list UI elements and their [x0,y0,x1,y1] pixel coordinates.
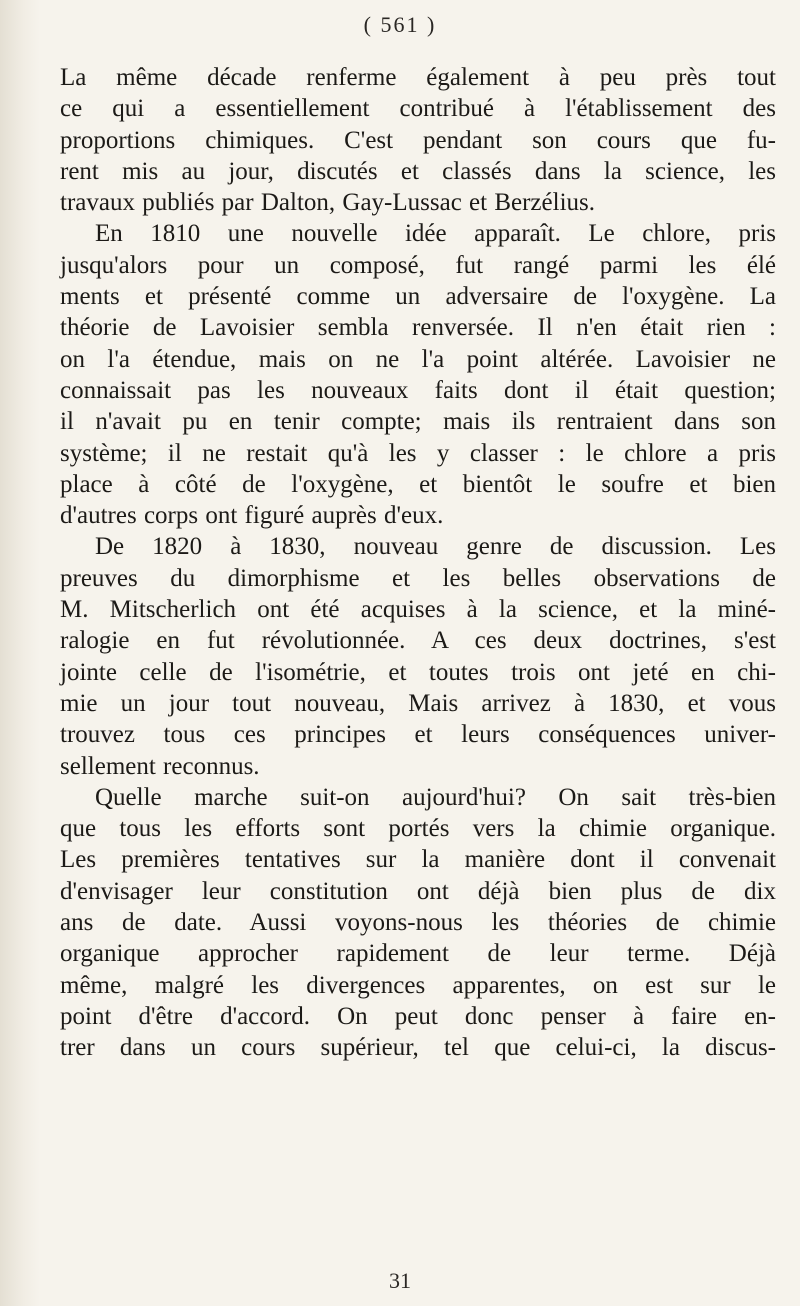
text-line: jointe celle de l'isométrie, et toutes trois ont jeté en chi- [60,658,776,686]
text-line: preuves du dimorphisme et les belles observations de [60,564,776,592]
text-line: place à côté de l'oxygène, et bientôt le soufre et bien [60,470,776,498]
text-line: Les premières tentatives sur la manière dont il convenait [60,846,776,874]
text-line: connaissait pas les nouveaux faits dont il était question; [60,376,776,404]
text-line: il n'avait pu en tenir compte; mais ils rentraient dans son [60,408,776,436]
signature-mark: 31 [389,1268,411,1293]
text-line: que tous les efforts sont portés vers la chimie organique. [60,815,776,843]
body-text [60,62,776,1064]
text-line: De 1820 à 1830, nouveau genre de discussion. Les [95,533,776,561]
text-line: Quelle marche suit-on aujourd'hui? On sait très-bien [95,783,776,811]
text-line: théorie de Lavoisier sembla renversée. Il n'en était rien : [60,314,776,342]
text-line: proportions chimiques. C'est pendant son cours que fu- [60,126,776,154]
text-line: sellement reconnus. [60,752,260,780]
text-line: on l'a étendue, mais on ne l'a point altérée. Lavoisier ne [60,345,776,373]
text-line: rent mis au jour, discutés et classés dans la science, les [60,157,776,185]
text-line: jusqu'alors pour un composé, fut rangé parmi les élé [60,251,776,279]
binding-gutter [0,0,40,1306]
text-line: ans de date. Aussi voyons-nous les théories de chimie [60,909,776,937]
text-line: trer dans un cours supérieur, tel que celui-ci, la discus- [60,1034,776,1062]
text-line: travaux publiés par Dalton, Gay-Lussac et Berzélius. [60,189,595,217]
text-line: système; il ne restait qu'à les y classer : le chlore a pris [60,439,776,467]
text-line: point d'être d'accord. On peut donc penser à faire en- [60,1002,776,1030]
text-line: En 1810 une nouvelle idée apparaît. Le chlore, pris [95,220,776,248]
text-line: trouvez tous ces principes et leurs conséquences univer- [60,721,776,749]
text-line: ralogie en fut révolutionnée. A ces deux doctrines, s'est [60,627,776,655]
page-number: ( 561 ) [363,12,437,37]
text-line: d'autres corps ont figuré auprès d'eux. [60,502,444,530]
text-line: La même décade renferme également à peu près tout [60,64,776,91]
text-line: M. Mitscherlich ont été acquises à la science, et la miné- [60,596,776,624]
text-line: d'envisager leur constitution ont déjà bien plus de dix [60,877,776,905]
text-line: organique approcher rapidement de leur terme. Déjà [60,940,776,968]
text-line: mie un jour tout nouveau, Mais arrivez à 1830, et vous [60,689,776,717]
text-line: ce qui a essentiellement contribué à l'établissement des [60,95,776,123]
text-line: ments et présenté comme un adversaire de l'oxygène. La [60,283,776,311]
text-line: même, malgré les divergences apparentes, on est sur le [60,971,776,999]
